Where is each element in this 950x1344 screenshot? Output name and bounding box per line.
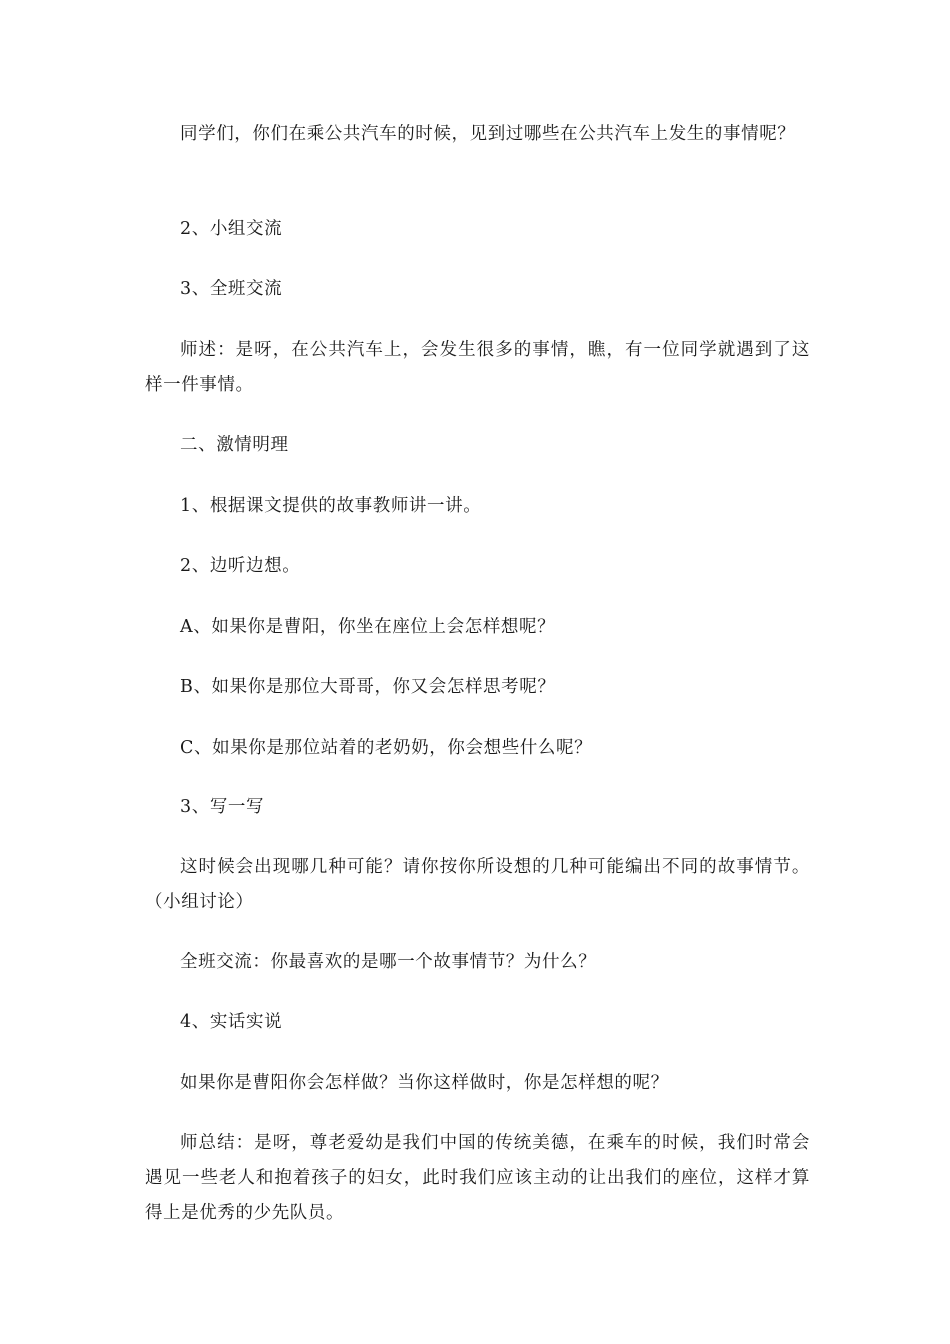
- paragraph-class-discussion: 全班交流：你最喜欢的是哪一个故事情节？为什么？: [180, 952, 597, 972]
- paragraph-what-would-you-do: 如果你是曹阳你会怎样做？当你这样做时，你是怎样想的呢？: [180, 1073, 669, 1093]
- paragraph-possibilities: 这时候会出现哪几种可能？请你按你所设想的几种可能编出不同的故事情节。（小组讨论）: [145, 857, 810, 912]
- paragraph-intro-question: 同学们，你们在乘公共汽车的时候，见到过哪些在公共汽车上发生的事情呢？: [180, 124, 796, 144]
- paragraph-teacher-narration: 师述：是呀，在公共汽车上，会发生很多的事情，瞧，有一位同学就遇到了这样一件事情。: [145, 340, 810, 395]
- paragraph-question-c: C、如果你是那位站着的老奶奶，你会想些什么呢？: [180, 738, 593, 758]
- paragraph-write: 3、写一写: [180, 797, 265, 817]
- paragraph-class-exchange: 3、全班交流: [180, 279, 283, 299]
- paragraph-group-exchange: 2、小组交流: [180, 219, 283, 239]
- paragraph-speak-truth: 4、实话实说: [180, 1012, 283, 1032]
- section-heading-passion: 二、激情明理: [180, 435, 289, 455]
- paragraph-question-a: A、如果你是曹阳，你坐在座位上会怎样想呢？: [180, 617, 556, 637]
- paragraph-question-b: B、如果你是那位大哥哥，你又会怎样思考呢？: [180, 677, 556, 697]
- paragraph-story-telling: 1、根据课文提供的故事教师讲一讲。: [180, 496, 482, 516]
- paragraph-teacher-summary: 师总结：是呀，尊老爱幼是我们中国的传统美德，在乘车的时候，我们时常会遇见一些老人和抱着孩子的妇女，此时我们应该主动的让出我们的座位，这样才算得上是优秀的少先队员。: [145, 1133, 810, 1223]
- paragraph-listen-think: 2、边听边想。: [180, 556, 301, 576]
